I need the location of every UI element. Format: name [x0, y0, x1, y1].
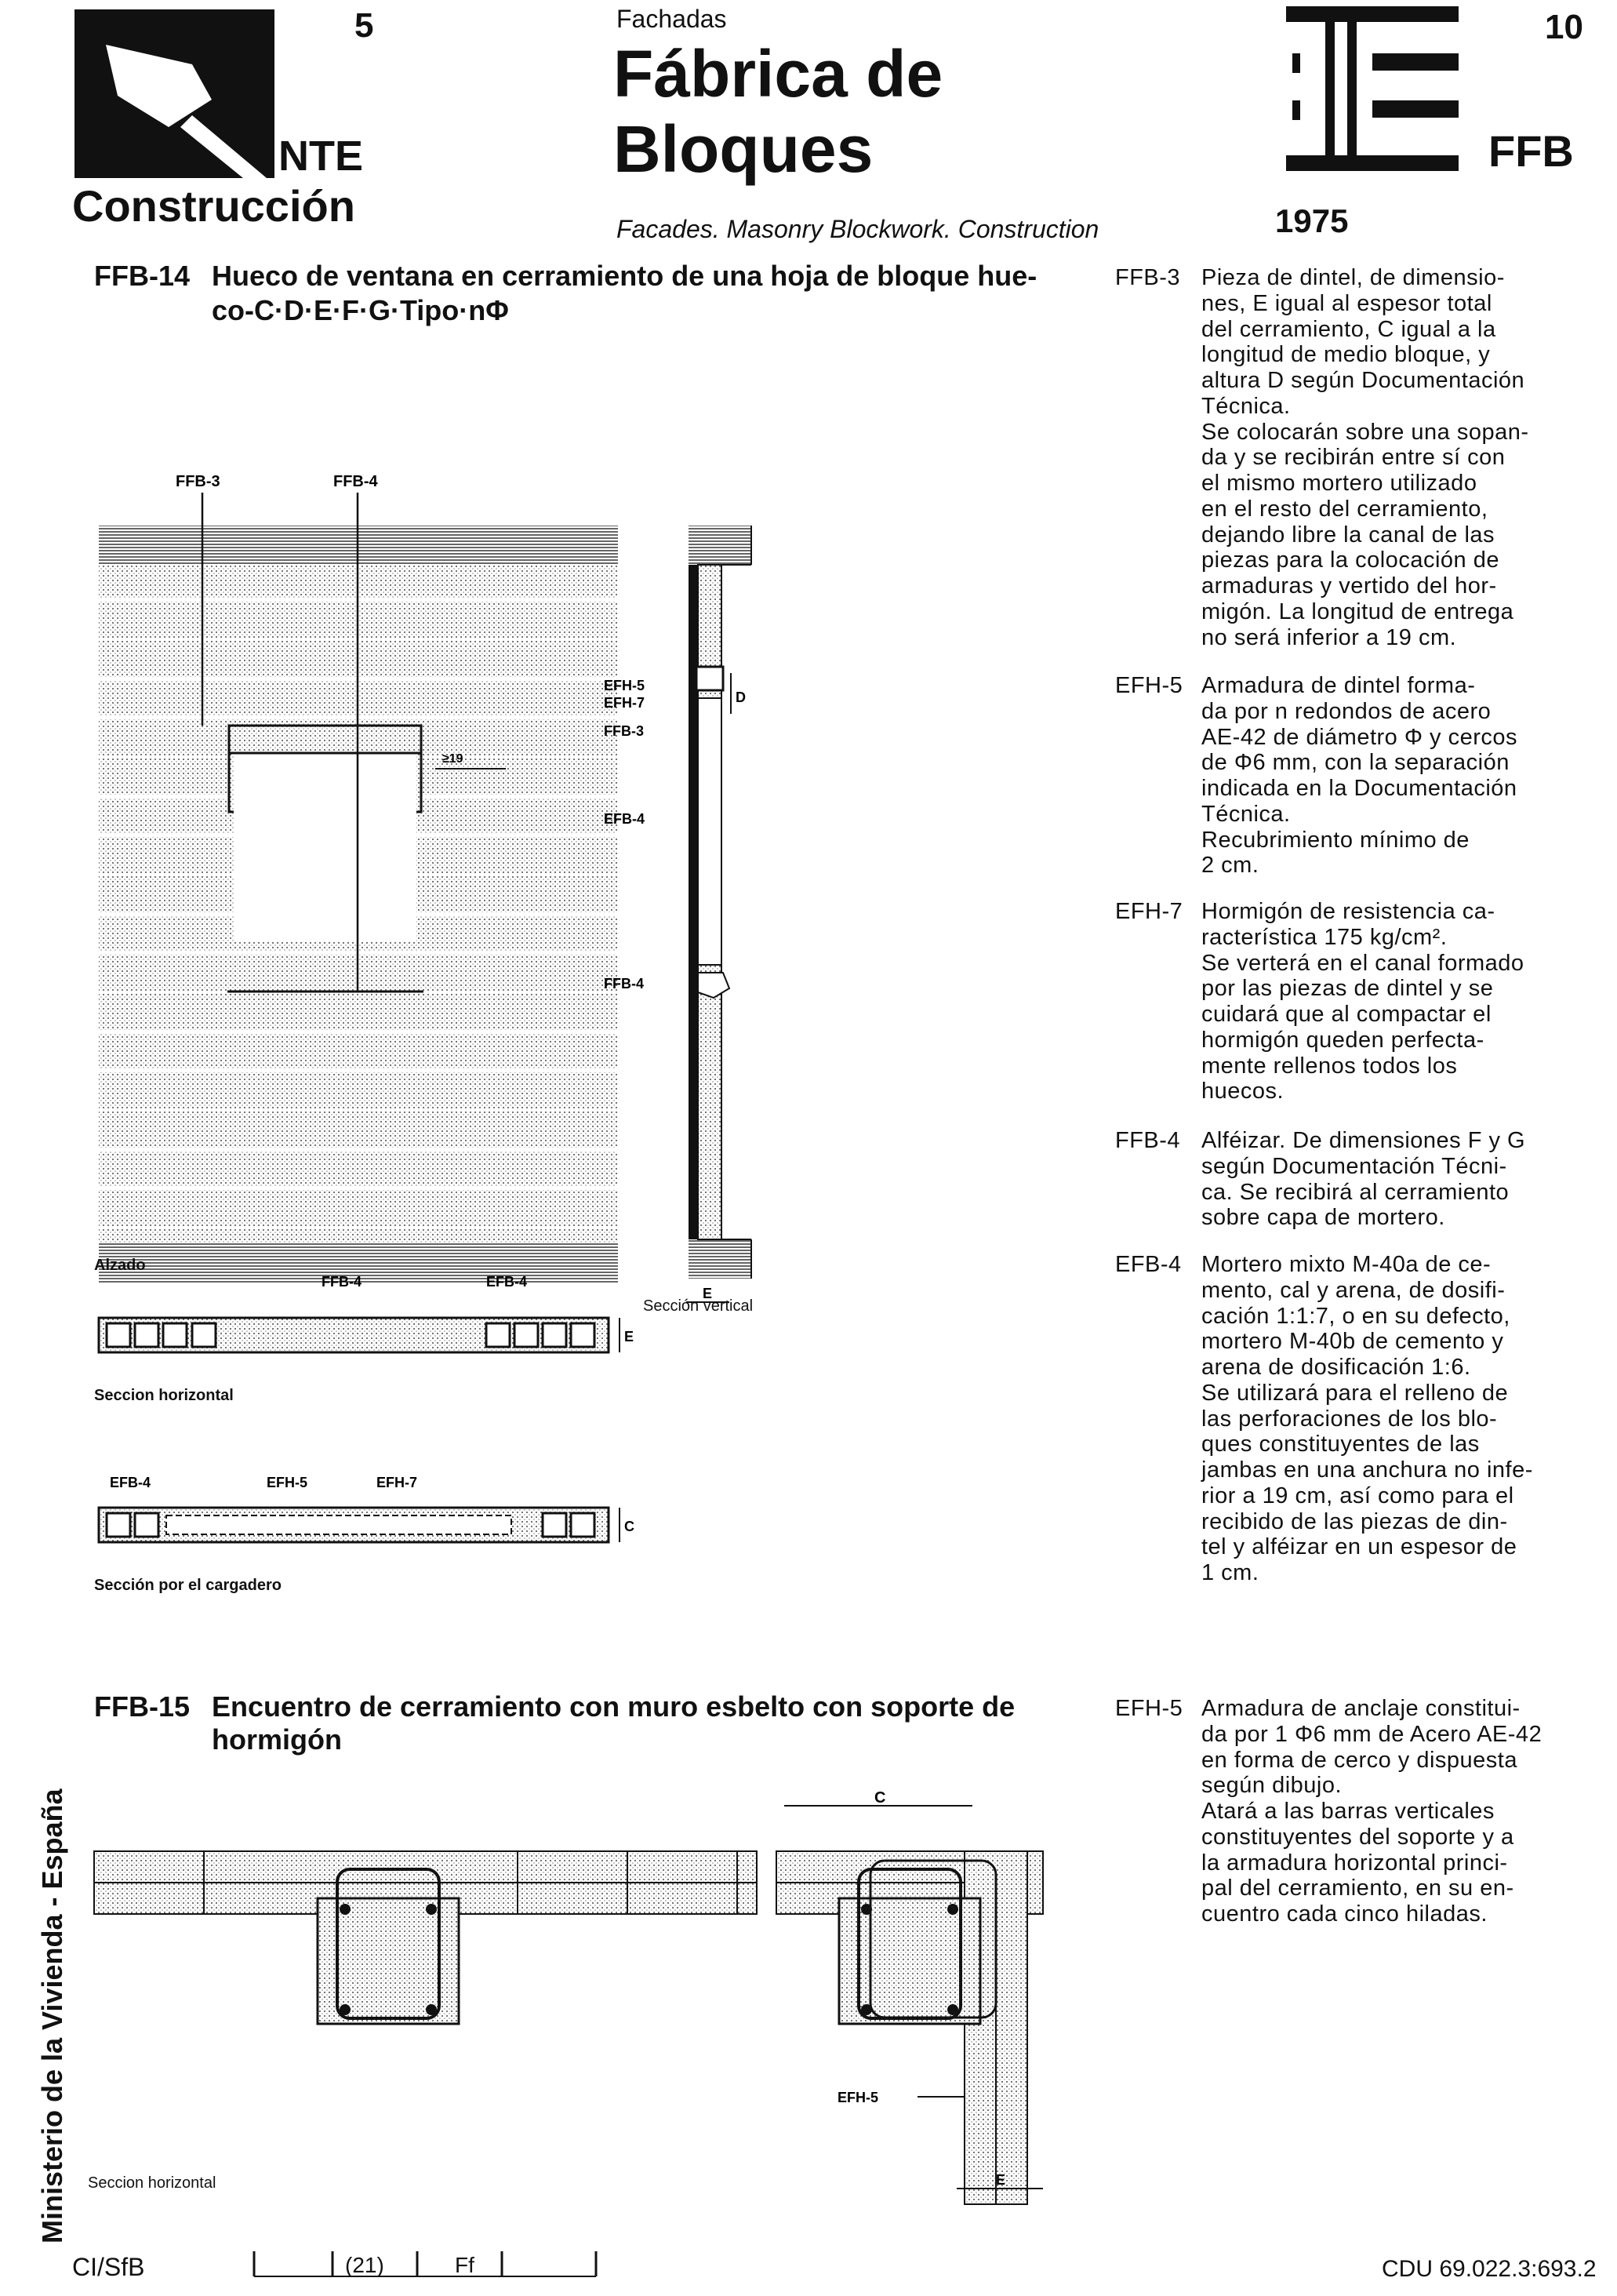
caption-seccion-cargadero: Sección por el cargadero: [94, 1577, 282, 1594]
label-efh5-ffb15: EFH-5: [838, 2090, 879, 2105]
label-efb4-side: EFB-4: [604, 811, 645, 827]
label-d: D: [736, 690, 746, 705]
note-code: EFH-5: [1115, 1696, 1183, 1721]
note-body: Hormigón de resistencia ca- racterística 175 kg/cm². Se verterá en el canal formado por las piezas de dintel y se cuidará que al compactar el hormigón queden perfecta- mente rellenos todos los huecos.: [1201, 899, 1524, 1104]
cdu-code: CDU 69.022.3:693.2: [1382, 2256, 1597, 2282]
ffb15-title-line2: hormigón: [212, 1723, 342, 1756]
encuentro-muro-soporte: [94, 1851, 757, 2024]
caption-ffb15: Seccion horizontal: [88, 2174, 216, 2192]
alzado-elevation: [99, 493, 618, 1283]
encuentro-esquina: [776, 1806, 1043, 2204]
note-ffb3: [1115, 265, 1601, 650]
label-efh5: EFH-5: [604, 678, 645, 693]
cisfb-21: (21): [345, 2253, 384, 2277]
note-code: EFH-7: [1115, 899, 1183, 924]
ffb14-title-line2: co-C·D·E·F·G·Tipo·nΦ: [212, 294, 509, 326]
caption-seccion-vertical: Sección vertical: [643, 1297, 754, 1315]
note-body: Alféizar. De dimensiones F y G según Documentación Técni- ca. Se recibirá al cerramiento sobre capa de mortero.: [1201, 1128, 1526, 1231]
code-ffb: FFB: [1488, 126, 1574, 176]
ffb14-code: FFB-14: [94, 260, 191, 292]
note-code: FFB-3: [1115, 265, 1181, 290]
year: 1975: [1275, 202, 1349, 239]
ffb14-drawings: [78, 471, 831, 1608]
label-e-vertical: E: [703, 1286, 713, 1301]
label-ffb4-top: FFB-4: [333, 473, 378, 490]
label-ffb4-side: FFB-4: [604, 976, 644, 992]
seccion-horizontal-plan: [99, 1318, 634, 1352]
note-body: Armadura de dintel forma- da por n redondos de acero AE-42 de diámetro Φ y cercos de Φ6 mm, con la separación indicada en la Documentación Técnica. Recubrimiento mínimo de 2 cm.: [1201, 673, 1518, 879]
note-efb4: [1115, 1252, 1601, 1597]
subtitle: Facades. Masonry Blockwork. Construction: [616, 215, 1099, 243]
note-code: EFH-5: [1115, 673, 1183, 698]
label-efh5-cargadero: EFH-5: [267, 1475, 308, 1490]
seccion-vertical: [686, 526, 751, 1302]
section-label: Fachadas: [616, 5, 727, 33]
nte-trowel-logo: [74, 9, 274, 178]
ffb15-title-line1: Encuentro de cerramiento con muro esbelto con soporte de: [212, 1690, 1016, 1723]
label-efb4-plan: EFB-4: [486, 1274, 528, 1290]
note-efh5-dintel: [1115, 673, 1601, 885]
note-code: EFB-4: [1115, 1252, 1182, 1277]
title-line1: Fábrica de: [613, 37, 943, 111]
note-efh5-anclaje: [1115, 1696, 1601, 1939]
label-c-cargadero: C: [624, 1519, 634, 1534]
cisfb-box: [251, 2245, 612, 2284]
note-efh7: [1115, 899, 1601, 1111]
note-body: Mortero mixto M-40a de ce- mento, cal y arena, de dosifi- cación 1:1:7, o en su defecto, mortero M-40b de cemento y arena de dosificación 1:6. Se utilizará para el relleno de las perforaciones de los blo- ques constituyentes de las jambas en una anchura no infe- rior a 19 cm, así como para el recibido de las piezas de din- tel y alféizar en un espesor de 1 cm.: [1201, 1252, 1533, 1586]
caption-seccion-horizontal: Seccion horizontal: [94, 1387, 234, 1404]
cisfb-ff: Ff: [455, 2253, 474, 2277]
label-efh7-cargadero: EFH-7: [376, 1475, 418, 1490]
ministerio-vertical: Ministerio de la Vivienda - España: [36, 1788, 68, 2243]
dim-19-label: ≥19: [442, 752, 463, 766]
label-efh7: EFH-7: [604, 695, 645, 711]
note-body: Pieza de dintel, de dimensio- nes, E igual al espesor total del cerramiento, C igual a la longitud de medio bloque, y altura D según Documentación Técnica. Se colocarán sobre una sopan- da y se recibirán entre sí con el mismo mortero utilizado en el resto del cerramiento, dejando libre la canal de las piezas para la colocación de armaduras y vertido del hor- migón. La longitud de entrega no será inferior a 19 cm.: [1201, 265, 1529, 650]
construccion-label: Construcción: [72, 181, 355, 231]
label-efb4-cargadero: EFB-4: [110, 1475, 151, 1490]
label-e-ffb15: E: [996, 2172, 1006, 2188]
cisfb-label: CI/SfB: [72, 2253, 145, 2281]
ffb15-drawings: [78, 1788, 1074, 2212]
caption-alzado: Alzado: [94, 1257, 146, 1274]
label-c-ffb15: C: [874, 1789, 886, 1807]
label-e-plan: E: [624, 1329, 634, 1344]
nte-label: NTE: [278, 133, 363, 180]
note-ffb4: [1115, 1128, 1601, 1238]
note-body: Armadura de anclaje constitui- da por 1 Φ6 mm de Acero AE-42 en forma de cerco y dispuesta según dibujo. Atará a las barras verticales constituyentes del soporte y a la armadura horizontal princi- pal del cerramiento, en su en- cuentro cada cinco hiladas.: [1201, 1696, 1543, 1927]
label-ffb3-top: FFB-3: [176, 473, 220, 490]
seccion-cargadero: [99, 1508, 634, 1542]
note-code: FFB-4: [1115, 1128, 1181, 1153]
ffb15-code: FFB-15: [94, 1690, 191, 1723]
label-ffb3-side: FFB-3: [604, 723, 644, 739]
ffb14-title-line1: Hueco de ventana en cerramiento de una hoja de bloque hue-: [212, 260, 1037, 292]
sheet-number-right: 10: [1545, 8, 1583, 46]
label-ffb4-plan: FFB-4: [322, 1274, 362, 1290]
title-line2: Bloques: [613, 112, 874, 186]
ie-emblem: [1286, 6, 1459, 171]
sheet-number-left: 5: [354, 6, 374, 45]
